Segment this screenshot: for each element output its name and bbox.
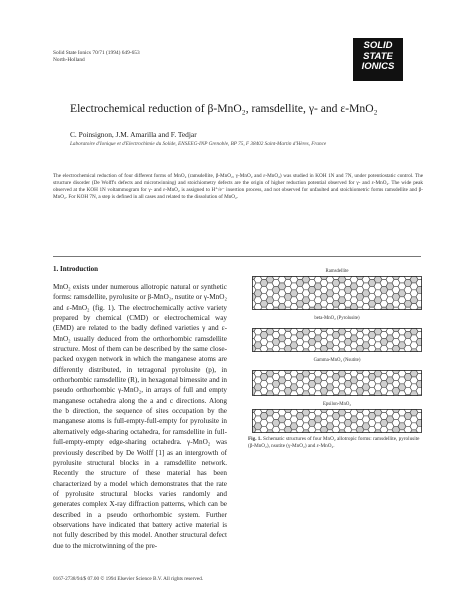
panel-label: Gamma-MnO₂ (Nsutite): [313, 358, 361, 363]
lattice-panel-pyrolusite: [252, 328, 422, 352]
journal-citation: [53, 50, 140, 64]
logo-word: SOLID: [363, 40, 393, 51]
logo-word: STATE: [363, 50, 393, 62]
affiliation: Laboratoire d'Ionique et d'Electrochimie du Solide, ENSEEG-INP Grenoble, BP 75, F 38402 Saint-Martin d'Hères, France: [70, 141, 327, 147]
figure-caption: [248, 436, 424, 449]
copyright-footer: 0167-2738/94/$ 07.00 © 1994 Elsevier Science B.V. All rights reserved.: [53, 576, 204, 582]
publisher-line: North-Holland: [53, 57, 85, 63]
lattice-panel-ramsdellite: [252, 276, 422, 310]
caption-text: Schematic structures of four MnO₂ allotropic forms: ramsdellite, pyrolusite (β-MnO₂), nsutite (γ-MnO₂) and ε-MnO₂.: [248, 436, 420, 449]
article-title: Electrochemical reduction of β-MnO₂, ramsdellite, γ- and ε-MnO₂: [70, 102, 378, 115]
panel-label: Ramsdellite: [325, 269, 349, 274]
journal-logo: [353, 38, 403, 81]
journal-line: Solid State Ionics 70/71 (1994) 649-653: [53, 50, 140, 56]
figure-1: [248, 268, 426, 434]
panel-label: beta-MnO₂ (Pyrolusite): [314, 316, 360, 321]
lattice-panel-epsilon: [252, 409, 422, 433]
section-divider: [53, 256, 421, 257]
author-list: C. Poinsignon, J.M. Amarilla and F. Tedjar: [70, 130, 197, 139]
section-heading: 1. Introduction: [53, 265, 98, 273]
abstract: The electrochemical reduction of four different forms of MnO₂ (ramsdellite, β-MnO₂, γ-MnO₂ and ε-MnO₂) was studied in KOH 1N and 7N, under potentiostatic control. The structure disorder (De Wolff's defects and microtwinning) and stoichiometry defects are the origin of higher reduction potential observed for γ- and ε-MnO₂. The wide peak observed at the KOH 1N voltammogram for γ- and ε-MnO₂ is assigned to H⁺/e⁻ insertion process, and not observed for unfaulted and stoichiometric forms ramsdellite and β-MnO₂. For KOH 7N, a step is defined in all cases and related to the dissolution of MnO₂.: [53, 173, 423, 200]
lattice-panel-nsutite: [252, 370, 422, 396]
intro-paragraph: MnO₂ exists under numerous allotropic natural or synthetic forms: ramsdellite, pyrolusite or β-MnO₂, nsutite or γ-MnO₂ and ε-MnO₂ (fig. 1). The electrochemically active variety prepared by chemical (CMD) or electrochemical way (EMD) are related to the badly defined varieties γ and ε-MnO₂ usually deduced from the orthorhombic ramsdellite structure. Most of them can be described by the same close-packed oxygen network in which the manganese atoms are differently distributed, in tetragonal pyrolusite (p), in orthorhombic ramsdellite (R), in hexagonal birnessite and in pseudo orthorhombic γ-MnO₂, in arrays of full and empty manganese octahedra along the a and c directions. Along the b direction, the sequence of sites occupation by the manganese atoms is full-empty-full-empty for pyrolusite in alternatively edge-sharing octahedra, for ramsdellite in full-full-empty-empty edge-sharing octahedra. γ-MnO₂ was previously described by De Wolff [1] as an intergrowth of pyrolusite structural blocks in a ramsdellite network. Recently the structure of these material has been characterized by a model which demonstrates that the rate of pyrolusite structural blocks varies randomly and generates complex X-ray diffraction patterns, which can be described in a pseudo orthorhombic system. Further observations have indicated that battery active material is not fully described by this model. Another structural defect due to the microtwinning of the pre-: [53, 283, 227, 550]
logo-word: IONICS: [361, 61, 395, 72]
panel-label: Epsilon-MnO₂: [322, 402, 352, 407]
figure-label: Fig. 1.: [248, 436, 262, 442]
